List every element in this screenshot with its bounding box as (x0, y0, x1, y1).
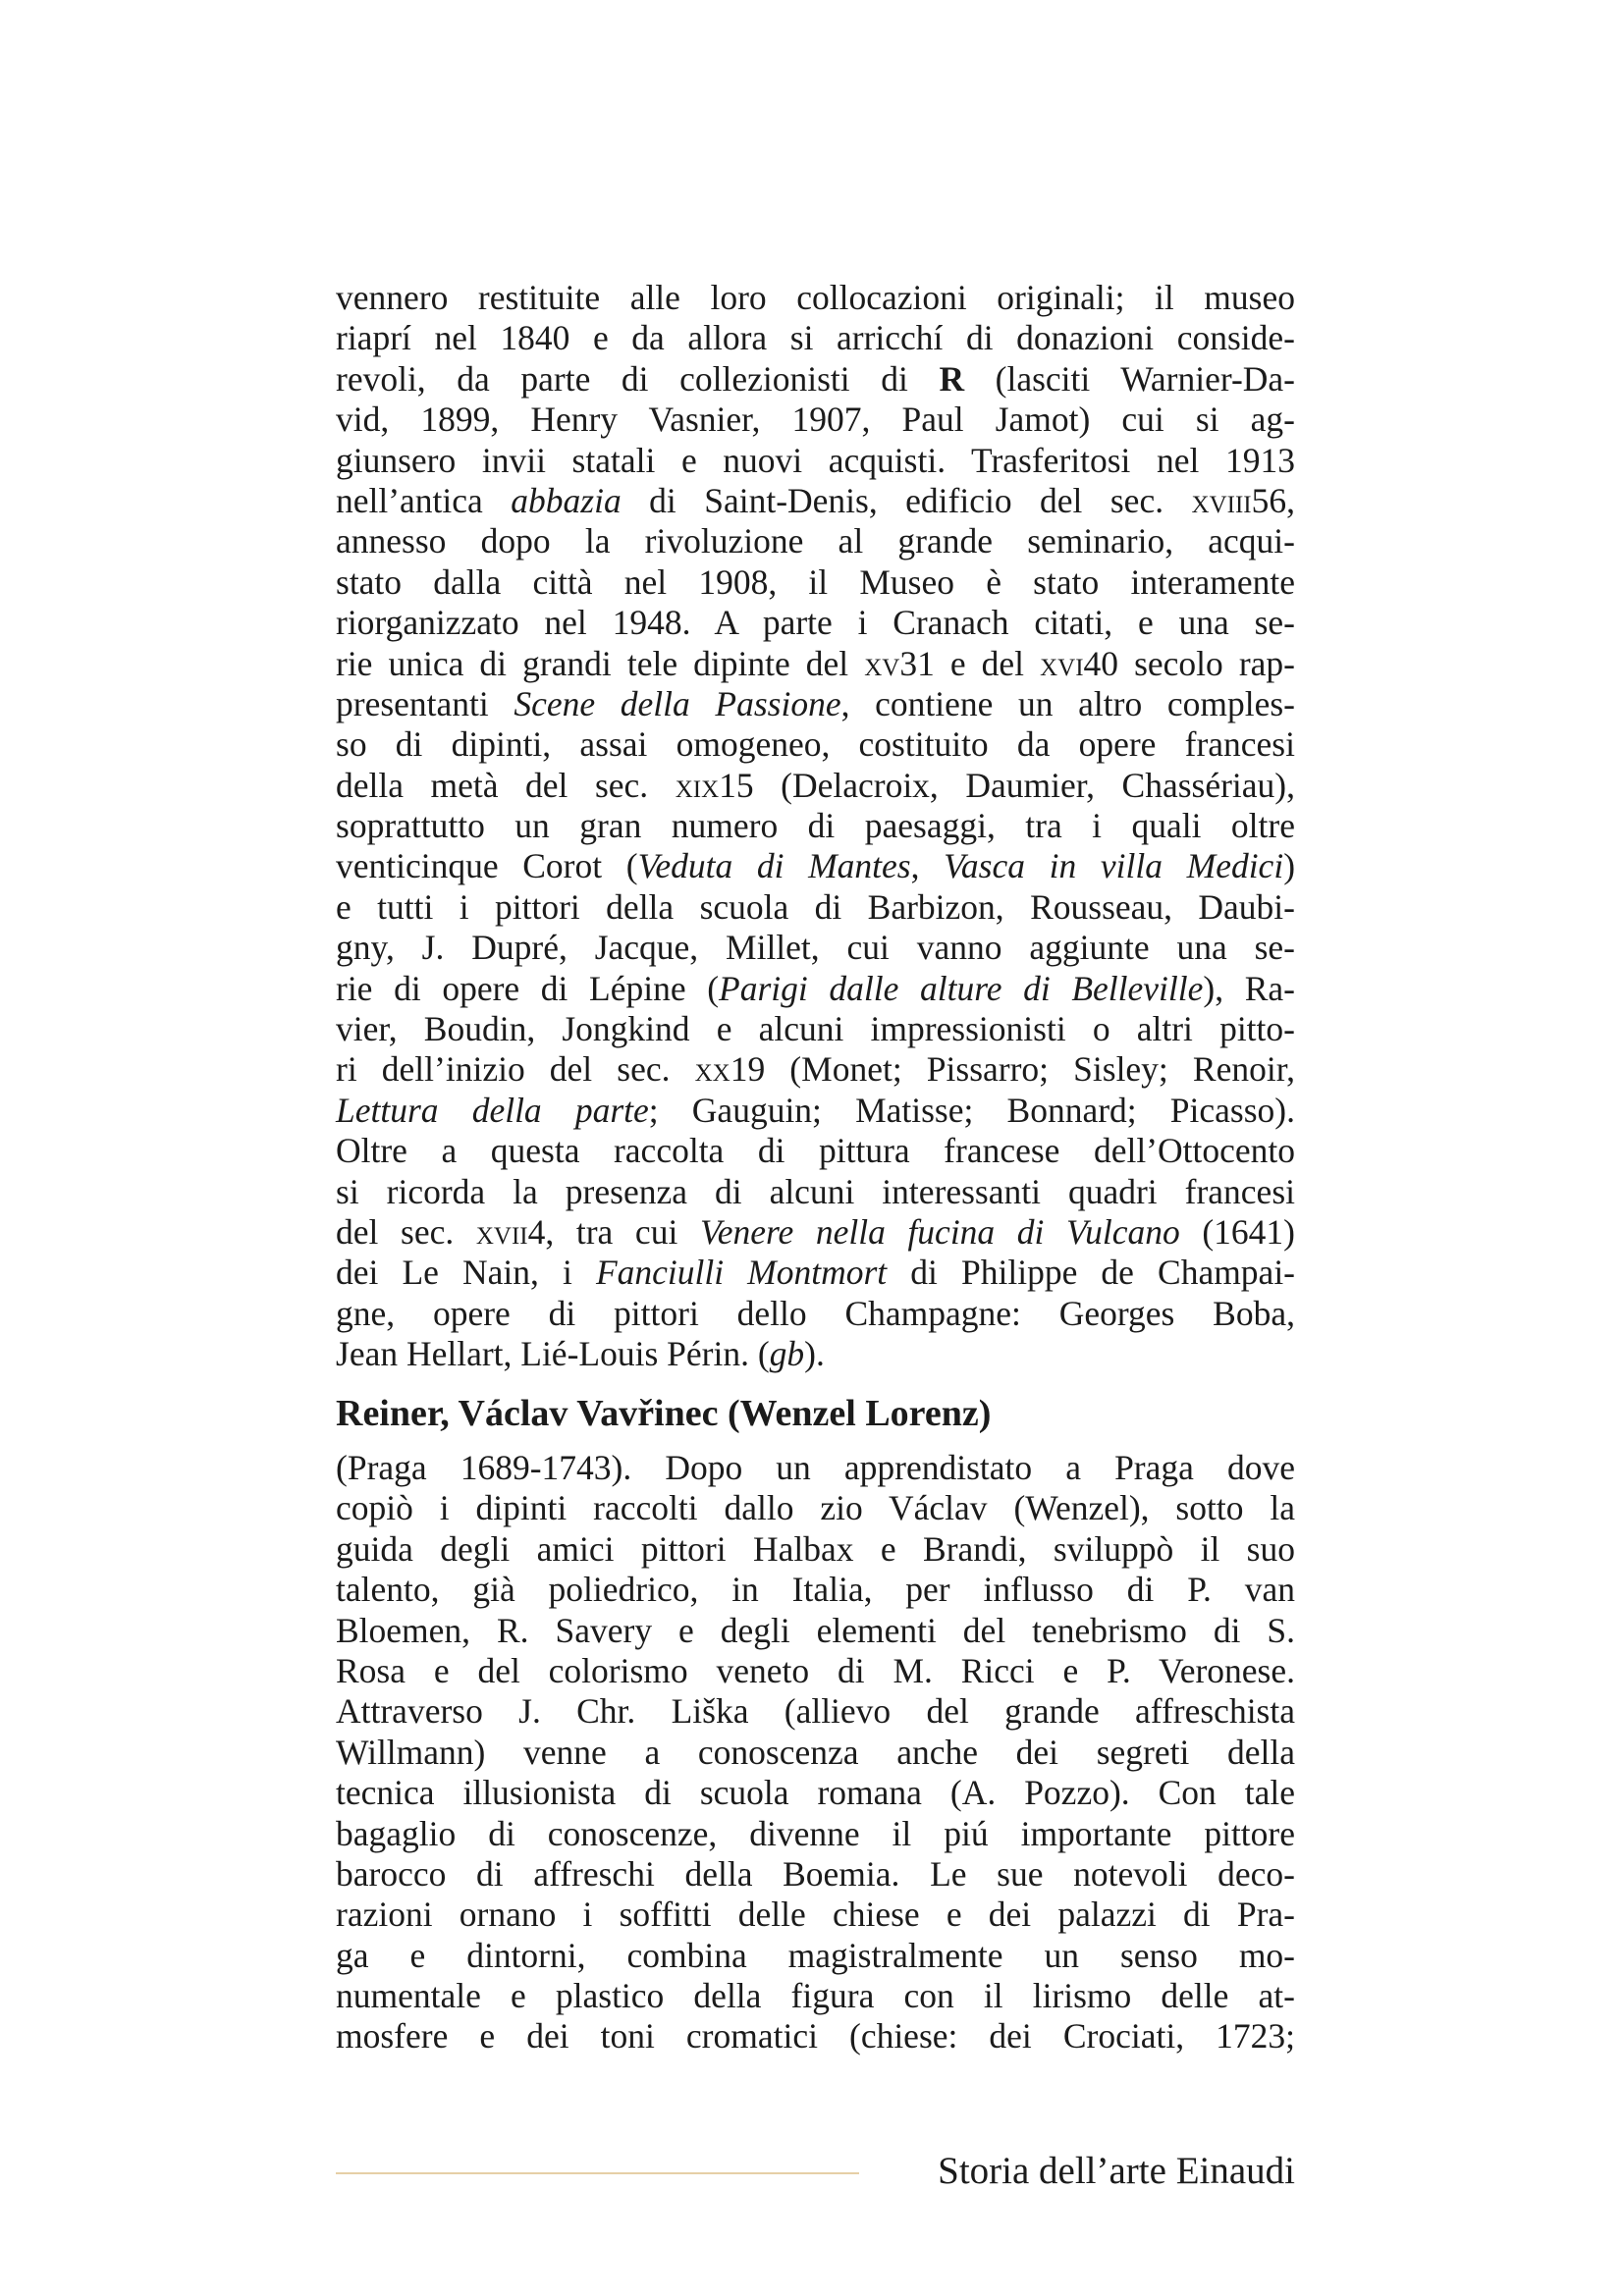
text-line: vennero restituite alle loro collocazioni originali; il museo (336, 278, 1295, 317)
text-line: Bloemen, R. Savery e degli elementi del tenebrismo di S. (336, 1610, 1295, 1650)
text-line: giunsero invii statali e nuovi acquisti. Trasferitosi nel 1913 (336, 440, 1295, 480)
text-line: si ricorda la presenza di alcuni interessanti quadri francesi (336, 1171, 1295, 1211)
text-line: ga e dintorni, combina magistralmente un senso mo- (336, 1935, 1295, 1975)
text-line: della metà del sec. xix15 (Delacroix, Daumier, Chassériau), (336, 765, 1295, 805)
text-line: tecnica illusionista di scuola romana (A. Pozzo). Con tale (336, 1773, 1295, 1813)
text-line: Rosa e del colorismo veneto di M. Ricci e P. Veronese. (336, 1650, 1295, 1690)
text-line: presentanti Scene della Passione, contiene un altro comples- (336, 683, 1295, 723)
text-line: rie di opere di Lépine (Parigi dalle alture di Belleville), Ra- (336, 968, 1295, 1008)
text-line: Lettura della parte; Gauguin; Matisse; Bonnard; Picasso). (336, 1090, 1295, 1130)
text-line: riorganizzato nel 1948. A parte i Cranach citati, e una se- (336, 603, 1295, 643)
footer-publication-title: Storia dell’arte Einaudi (938, 2150, 1295, 2192)
text-line: e tutti i pittori della scuola di Barbizon, Rousseau, Daubi- (336, 886, 1295, 927)
text-line: revoli, da parte di collezionisti di R (lasciti Warnier-Da- (336, 358, 1295, 399)
footer-divider (336, 2172, 859, 2174)
text-line: riaprí nel 1840 e da allora si arricchí di donazioni conside- (336, 318, 1295, 358)
text-line: copiò i dipinti raccolti dallo zio Václav (Wenzel), sotto la (336, 1488, 1295, 1528)
text-line: gny, J. Dupré, Jacque, Millet, cui vanno aggiunte una se- (336, 928, 1295, 968)
text-line: Jean Hellart, Lié-Louis Périn. (gb). (336, 1334, 825, 1374)
text-line: razioni ornano i soffitti delle chiese e dei palazzi di Pra- (336, 1895, 1295, 1935)
text-line: gne, opere di pittori dello Champagne: Georges Boba, (336, 1293, 1295, 1333)
text-line: Oltre a questa raccolta di pittura francese dell’Ottocento (336, 1131, 1295, 1171)
text-line: stato dalla città nel 1908, il Museo è stato interamente (336, 561, 1295, 602)
text-line: mosfere e dei toni cromatici (chiese: dei Crociati, 1723; (336, 2016, 1295, 2056)
text-line: guida degli amici pittori Halbax e Brandi, sviluppò il suo (336, 1528, 1295, 1569)
text-line: vier, Boudin, Jongkind e alcuni impressionisti o altri pitto- (336, 1009, 1295, 1049)
text-line: so di dipinti, assai omogeneo, costituito da opere francesi (336, 724, 1295, 765)
text-line: annesso dopo la rivoluzione al grande seminario, acqui- (336, 521, 1295, 561)
entry-body-text (336, 1448, 1295, 2057)
text-line: numentale e plastico della figura con il lirismo delle at- (336, 1976, 1295, 2016)
text-line: Attraverso J. Chr. Liška (allievo del grande affreschista (336, 1691, 1295, 1732)
entry-continuation-text (336, 278, 1295, 1375)
text-line: bagaglio di conoscenze, divenne il piú importante pittore (336, 1813, 1295, 1853)
text-line: Willmann) venne a conoscenza anche dei segreti della (336, 1732, 1295, 1772)
text-line: nell’antica abbazia di Saint-Denis, edificio del sec. xviii56, (336, 480, 1295, 520)
text-line: dei Le Nain, i Fanciulli Montmort di Philippe de Champai- (336, 1253, 1296, 1293)
text-line: del sec. xvii4, tra cui Venere nella fucina di Vulcano (1641) (336, 1211, 1296, 1252)
text-line: venticinque Corot (Veduta di Mantes, Vasca in villa Medici) (336, 846, 1296, 886)
text-line: soprattutto un gran numero di paesaggi, tra i quali oltre (336, 806, 1295, 846)
text-line: talento, già poliedrico, in Italia, per influsso di P. van (336, 1570, 1295, 1610)
text-line: rie unica di grandi tele dipinte del xv31 e del xvi40 secolo rap- (336, 643, 1295, 683)
text-line: vid, 1899, Henry Vasnier, 1907, Paul Jamot) cui si ag- (336, 400, 1295, 440)
entry-heading: Reiner, Václav Vavřinec (Wenzel Lorenz) (336, 1393, 992, 1434)
text-line: barocco di affreschi della Boemia. Le sue notevoli deco- (336, 1853, 1295, 1894)
text-line: ri dell’inizio del sec. xx19 (Monet; Pissarro; Sisley; Renoir, (336, 1049, 1295, 1090)
text-line: (Praga 1689-1743). Dopo un apprendistato a Praga dove (336, 1448, 1295, 1487)
